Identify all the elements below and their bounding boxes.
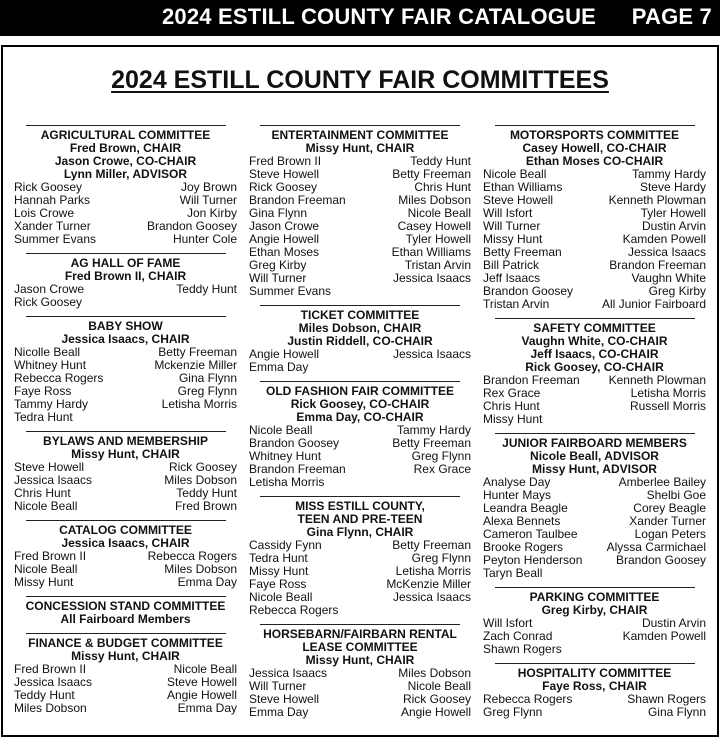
committee-officer: Miles Dobson, CHAIR bbox=[298, 321, 422, 335]
member-name: Brandon Goosey bbox=[483, 284, 574, 298]
member-name: Will Isfort bbox=[483, 206, 533, 220]
committee-section bbox=[14, 596, 237, 626]
committee-officer: Justin Riddell, CO-CHAIR bbox=[287, 334, 433, 348]
member-name: Rick Goosey bbox=[249, 180, 318, 194]
member-name: Lois Crowe bbox=[14, 206, 75, 220]
member-name: Tammy Hardy bbox=[14, 397, 89, 411]
section-divider bbox=[26, 633, 226, 634]
committee-officer: Missy Hunt, CHAIR bbox=[71, 447, 180, 461]
member-name: Nicolle Beall bbox=[14, 345, 81, 359]
member-name: Brandon Goosey bbox=[249, 436, 340, 450]
member-name: Betty Freeman bbox=[392, 436, 471, 450]
member-name: Teddy Hunt bbox=[176, 486, 237, 500]
member-name: Rick Goosey bbox=[14, 180, 83, 194]
committee-title: HOSPITALITY COMMITTEE bbox=[517, 666, 672, 680]
member-name: Faye Ross bbox=[249, 577, 307, 591]
member-row bbox=[14, 233, 237, 246]
member-name: Missy Hunt bbox=[249, 564, 309, 578]
member-name: Tristan Arvin bbox=[483, 297, 550, 311]
committee-officer: Jeff Isaacs, CO-CHAIR bbox=[530, 347, 659, 361]
committee-title: AG HALL OF FAME bbox=[70, 256, 181, 270]
member-row bbox=[14, 702, 237, 715]
committee-officer: Missy Hunt, CHAIR bbox=[305, 653, 415, 667]
member-name: Bill Patrick bbox=[483, 258, 540, 272]
member-name: Jessica Isaacs bbox=[14, 473, 93, 487]
member-name: Jason Crowe bbox=[249, 219, 320, 233]
member-name: Rebecca Rogers bbox=[483, 692, 573, 706]
committee-title: JUNIOR FAIRBOARD MEMBERS bbox=[502, 436, 687, 450]
member-name: Letisha Morris bbox=[630, 386, 706, 400]
committee-title: AGRICULTURAL COMMITTEE bbox=[40, 128, 211, 142]
member-name: Steve Howell bbox=[483, 193, 554, 207]
member-name: Steve Howell bbox=[166, 675, 237, 689]
member-name: Steve Howell bbox=[14, 460, 85, 474]
member-name: Jessica Isaacs bbox=[392, 347, 471, 361]
committee-officer: Casey Howell, CO-CHAIR bbox=[522, 141, 667, 155]
member-name: Rebecca Rogers bbox=[249, 603, 339, 617]
member-name: Emma Day bbox=[177, 575, 237, 589]
member-name: Will Turner bbox=[179, 193, 237, 207]
committee-section bbox=[249, 305, 471, 374]
member-name: Betty Freeman bbox=[483, 245, 562, 259]
member-name: Shelbi Goe bbox=[646, 488, 706, 502]
member-name: Fred Brown II bbox=[249, 154, 322, 168]
committee-title: SAFETY COMMITTEE bbox=[533, 321, 656, 335]
committee-section bbox=[249, 125, 471, 298]
member-name: Will Turner bbox=[249, 271, 307, 285]
committee-section bbox=[483, 663, 706, 719]
committee-section bbox=[483, 433, 706, 580]
member-name: Angie Howell bbox=[249, 232, 320, 246]
member-name: Logan Peters bbox=[634, 527, 706, 541]
member-name: Ethan Moses bbox=[249, 245, 320, 259]
committee-officer: Rick Goosey, CO-CHAIR bbox=[525, 360, 664, 374]
member-name: Letisha Morris bbox=[395, 564, 471, 578]
member-name: Miles Dobson bbox=[398, 193, 471, 207]
committee-section bbox=[483, 318, 706, 426]
member-name: Brandon Freeman bbox=[249, 193, 346, 207]
member-name: Brandon Freeman bbox=[609, 258, 706, 272]
committee-section bbox=[14, 316, 237, 424]
committee-title: TICKET COMMITTEE bbox=[300, 308, 420, 322]
member-name: Greg Kirby bbox=[249, 258, 307, 272]
section-divider bbox=[260, 496, 460, 497]
member-name: Fred Brown II bbox=[14, 662, 87, 676]
member-name: Rick Goosey bbox=[14, 295, 83, 309]
member-name: Cassidy Fynn bbox=[249, 538, 322, 552]
committee-section bbox=[14, 253, 237, 309]
member-name: All Junior Fairboard bbox=[601, 297, 706, 311]
member-name: Faye Ross bbox=[14, 384, 72, 398]
member-name: Nicole Beall bbox=[14, 562, 78, 576]
member-name: Mckenzie Miller bbox=[154, 358, 237, 372]
member-name: Steve Howell bbox=[249, 167, 320, 181]
section-divider bbox=[26, 253, 226, 254]
section-divider bbox=[26, 431, 226, 432]
committee-officer: Fred Brown, CHAIR bbox=[69, 141, 182, 155]
member-name: Emma Day bbox=[249, 705, 309, 719]
committee-officer: Vaughn White, CO-CHAIR bbox=[521, 334, 668, 348]
section-divider bbox=[495, 125, 695, 126]
member-name: Shawn Rogers bbox=[483, 642, 562, 656]
page-number: PAGE 7 bbox=[631, 4, 712, 29]
committee-officer: Nicole Beall, ADVISOR bbox=[530, 449, 659, 463]
member-row bbox=[14, 576, 237, 589]
member-row bbox=[14, 500, 237, 513]
member-name: Angie Howell bbox=[166, 688, 237, 702]
member-name: Miles Dobson bbox=[164, 473, 237, 487]
member-name: Emma Day bbox=[249, 360, 309, 374]
member-name: Joy Brown bbox=[180, 180, 237, 194]
member-name: Teddy Hunt bbox=[176, 282, 237, 296]
column-left bbox=[14, 122, 237, 722]
member-name: Jessica Isaacs bbox=[392, 590, 471, 604]
committee-officer: Fred Brown II, CHAIR bbox=[64, 269, 187, 283]
committee-section bbox=[249, 496, 471, 617]
member-name: Cameron Taulbee bbox=[483, 527, 578, 541]
committee-section bbox=[249, 624, 471, 719]
committee-title: HORSEBARN/FAIRBARN RENTAL bbox=[263, 627, 457, 641]
member-name: Fred Brown bbox=[174, 499, 237, 513]
committee-title: OLD FASHION FAIR COMMITTEE bbox=[266, 384, 454, 398]
member-name: Teddy Hunt bbox=[14, 688, 75, 702]
member-row bbox=[483, 413, 706, 426]
member-name: Rex Grace bbox=[483, 386, 541, 400]
committee-officer: LEASE COMMITTEE bbox=[302, 640, 418, 654]
committee-officer: Missy Hunt, CHAIR bbox=[71, 649, 180, 663]
member-name: Peyton Henderson bbox=[483, 553, 583, 567]
member-row bbox=[483, 706, 706, 719]
member-name: Xander Turner bbox=[14, 219, 91, 233]
member-name: Tedra Hunt bbox=[14, 410, 73, 424]
committee-officer: Jessica Isaacs, CHAIR bbox=[61, 332, 190, 346]
member-name: Corey Beagle bbox=[633, 501, 706, 515]
committee-officer: Ethan Moses CO-CHAIR bbox=[525, 154, 664, 168]
member-name: Chris Hunt bbox=[483, 399, 540, 413]
page-title: 2024 ESTILL COUNTY FAIR COMMITTEES bbox=[111, 66, 609, 94]
member-name: Alyssa Carmichael bbox=[606, 540, 706, 554]
member-name: Missy Hunt bbox=[483, 232, 543, 246]
section-divider bbox=[26, 596, 226, 597]
column-middle bbox=[249, 122, 471, 726]
member-name: Tyler Howell bbox=[405, 232, 471, 246]
member-name: Jason Crowe bbox=[14, 282, 85, 296]
member-name: Chris Hunt bbox=[414, 180, 471, 194]
member-name: Will Isfort bbox=[483, 616, 533, 630]
member-name: Jeff Isaacs bbox=[483, 271, 541, 285]
member-name: Angie Howell bbox=[400, 705, 471, 719]
member-name: Greg Flynn bbox=[483, 705, 543, 719]
member-name: Hannah Parks bbox=[14, 193, 91, 207]
member-name: Alexa Bennets bbox=[483, 514, 561, 528]
member-row bbox=[249, 361, 471, 374]
member-row bbox=[249, 706, 471, 719]
member-row bbox=[249, 476, 471, 489]
section-divider bbox=[260, 305, 460, 306]
member-name: Steve Hardy bbox=[639, 180, 706, 194]
member-name: Miles Dobson bbox=[164, 562, 237, 576]
member-name: Gina Flynn bbox=[249, 206, 308, 220]
column-right bbox=[483, 122, 706, 726]
member-name: Shawn Rogers bbox=[627, 692, 706, 706]
member-name: Jessica Isaacs bbox=[14, 675, 93, 689]
member-name: Russell Morris bbox=[629, 399, 706, 413]
member-name: Nicole Beall bbox=[483, 167, 547, 181]
committee-section bbox=[14, 633, 237, 715]
member-name: Teddy Hunt bbox=[410, 154, 471, 168]
page-header-banner bbox=[0, 0, 720, 36]
member-row bbox=[14, 296, 237, 309]
member-name: Hunter Cole bbox=[172, 232, 237, 246]
member-name: Nicole Beall bbox=[249, 423, 313, 437]
member-name: Gina Flynn bbox=[178, 371, 237, 385]
member-row bbox=[249, 285, 471, 298]
member-name: Whitney Hunt bbox=[14, 358, 87, 372]
member-name: Fred Brown II bbox=[14, 549, 87, 563]
member-name: Analyse Day bbox=[483, 475, 551, 489]
member-name: Xander Turner bbox=[629, 514, 706, 528]
member-name: Jessica Isaacs bbox=[627, 245, 706, 259]
member-name: Brandon Goosey bbox=[615, 553, 706, 567]
committee-officer: Jessica Isaacs, CHAIR bbox=[61, 536, 190, 550]
section-divider bbox=[26, 125, 226, 126]
committee-section bbox=[483, 125, 706, 311]
committee-officer: Rick Goosey, CO-CHAIR bbox=[290, 397, 430, 411]
member-name: Jessica Isaacs bbox=[249, 666, 328, 680]
committee-title: MISS ESTILL COUNTY, bbox=[295, 499, 425, 513]
member-name: Rick Goosey bbox=[402, 692, 471, 706]
member-name: Nicole Beall bbox=[173, 662, 237, 676]
member-name: Rebecca Rogers bbox=[14, 371, 104, 385]
committee-officer: Jason Crowe, CO-CHAIR bbox=[54, 154, 197, 168]
committee-title: PARKING COMMITTEE bbox=[529, 590, 660, 604]
committee-title: FINANCE & BUDGET COMMITTEE bbox=[28, 636, 223, 650]
section-divider bbox=[495, 433, 695, 434]
member-name: Tyler Howell bbox=[640, 206, 706, 220]
member-name: Nicole Beall bbox=[14, 499, 78, 513]
member-name: Vaughn White bbox=[631, 271, 706, 285]
member-name: Nicole Beall bbox=[249, 590, 313, 604]
member-name: Rebecca Rogers bbox=[147, 549, 237, 563]
committee-officer: Faye Ross, CHAIR bbox=[542, 679, 647, 693]
member-name: Ethan Williams bbox=[391, 245, 471, 259]
section-divider bbox=[495, 318, 695, 319]
member-name: Nicole Beall bbox=[407, 679, 471, 693]
member-name: Betty Freeman bbox=[158, 345, 237, 359]
member-name: Greg Flynn bbox=[411, 449, 471, 463]
member-name: Tristan Arvin bbox=[404, 258, 471, 272]
committee-officer: Missy Hunt, ADVISOR bbox=[532, 462, 657, 476]
member-name: Chris Hunt bbox=[14, 486, 71, 500]
member-name: Miles Dobson bbox=[14, 701, 87, 715]
member-name: Missy Hunt bbox=[483, 412, 543, 426]
member-name: Kamden Powell bbox=[622, 629, 706, 643]
member-name: Jessica Isaacs bbox=[392, 271, 471, 285]
member-name: Gina Flynn bbox=[647, 705, 706, 719]
member-name: Tammy Hardy bbox=[631, 167, 706, 181]
member-name: Steve Howell bbox=[249, 692, 320, 706]
section-divider bbox=[26, 316, 226, 317]
committee-officer: Lynn Miller, ADVISOR bbox=[63, 167, 188, 181]
member-name: Casey Howell bbox=[397, 219, 471, 233]
member-name: Kamden Powell bbox=[622, 232, 706, 246]
member-row bbox=[483, 298, 706, 311]
member-row bbox=[483, 643, 706, 656]
member-name: McKenzie Miller bbox=[386, 577, 471, 591]
member-name: Greg Kirby bbox=[648, 284, 706, 298]
member-name: Zach Conrad bbox=[483, 629, 553, 643]
section-divider bbox=[495, 587, 695, 588]
member-name: Brandon Freeman bbox=[483, 373, 580, 387]
member-name: Kenneth Plowman bbox=[608, 373, 706, 387]
member-name: Tedra Hunt bbox=[249, 551, 308, 565]
member-name: Whitney Hunt bbox=[249, 449, 322, 463]
member-name: Rick Goosey bbox=[168, 460, 237, 474]
committee-officer: All Fairboard Members bbox=[60, 612, 191, 626]
catalogue-title: 2024 ESTILL COUNTY FAIR CATALOGUE bbox=[162, 4, 597, 29]
committee-section bbox=[249, 381, 471, 489]
committee-section bbox=[14, 125, 237, 246]
committee-officer: Emma Day, CO-CHAIR bbox=[296, 410, 424, 424]
committee-title: BABY SHOW bbox=[88, 319, 163, 333]
section-divider bbox=[26, 520, 226, 521]
committee-section bbox=[14, 431, 237, 513]
member-name: Summer Evans bbox=[14, 232, 97, 246]
member-name: Angie Howell bbox=[249, 347, 320, 361]
member-name: Summer Evans bbox=[249, 284, 332, 298]
member-name: Letisha Morris bbox=[249, 475, 325, 489]
section-divider bbox=[260, 624, 460, 625]
member-name: Tammy Hardy bbox=[396, 423, 471, 437]
member-name: Dustin Arvin bbox=[641, 219, 706, 233]
committee-title: CATALOG COMMITTEE bbox=[59, 523, 192, 537]
member-name: Amberlee Bailey bbox=[618, 475, 706, 489]
committee-title: BYLAWS AND MEMBERSHIP bbox=[43, 434, 208, 448]
member-name: Missy Hunt bbox=[14, 575, 74, 589]
committee-title: ENTERTAINMENT COMMITTEE bbox=[271, 128, 449, 142]
member-name: Nicole Beall bbox=[407, 206, 471, 220]
member-row bbox=[483, 567, 706, 580]
member-name: Taryn Beall bbox=[483, 566, 543, 580]
member-name: Brooke Rogers bbox=[483, 540, 564, 554]
member-name: Greg Flynn bbox=[411, 551, 471, 565]
member-name: Jon Kirby bbox=[186, 206, 237, 220]
member-row bbox=[14, 411, 237, 424]
member-name: Will Turner bbox=[249, 679, 307, 693]
member-name: Miles Dobson bbox=[398, 666, 471, 680]
committee-section bbox=[483, 587, 706, 656]
member-name: Brandon Goosey bbox=[146, 219, 237, 233]
committee-title: MOTORSPORTS COMMITTEE bbox=[509, 128, 680, 142]
committee-title: CONCESSION STAND COMMITTEE bbox=[25, 599, 226, 613]
member-name: Hunter Mays bbox=[483, 488, 552, 502]
member-name: Leandra Beagle bbox=[483, 501, 568, 515]
member-name: Letisha Morris bbox=[161, 397, 237, 411]
member-name: Betty Freeman bbox=[392, 167, 471, 181]
member-name: Ethan Williams bbox=[483, 180, 563, 194]
member-name: Rex Grace bbox=[413, 462, 471, 476]
member-row bbox=[249, 604, 471, 617]
committee-section bbox=[14, 520, 237, 589]
member-name: Dustin Arvin bbox=[641, 616, 706, 630]
section-divider bbox=[260, 125, 460, 126]
committee-officer: TEEN AND PRE-TEEN bbox=[297, 512, 423, 526]
member-name: Brandon Freeman bbox=[249, 462, 346, 476]
member-name: Kenneth Plowman bbox=[608, 193, 706, 207]
member-name: Greg Flynn bbox=[177, 384, 237, 398]
committee-officer: Greg Kirby, CHAIR bbox=[541, 603, 648, 617]
section-divider bbox=[495, 663, 695, 664]
member-name: Betty Freeman bbox=[392, 538, 471, 552]
section-divider bbox=[260, 381, 460, 382]
committee-officer: Missy Hunt, CHAIR bbox=[305, 141, 415, 155]
member-name: Will Turner bbox=[483, 219, 541, 233]
committee-officer: Gina Flynn, CHAIR bbox=[306, 525, 414, 539]
member-name: Emma Day bbox=[177, 701, 237, 715]
